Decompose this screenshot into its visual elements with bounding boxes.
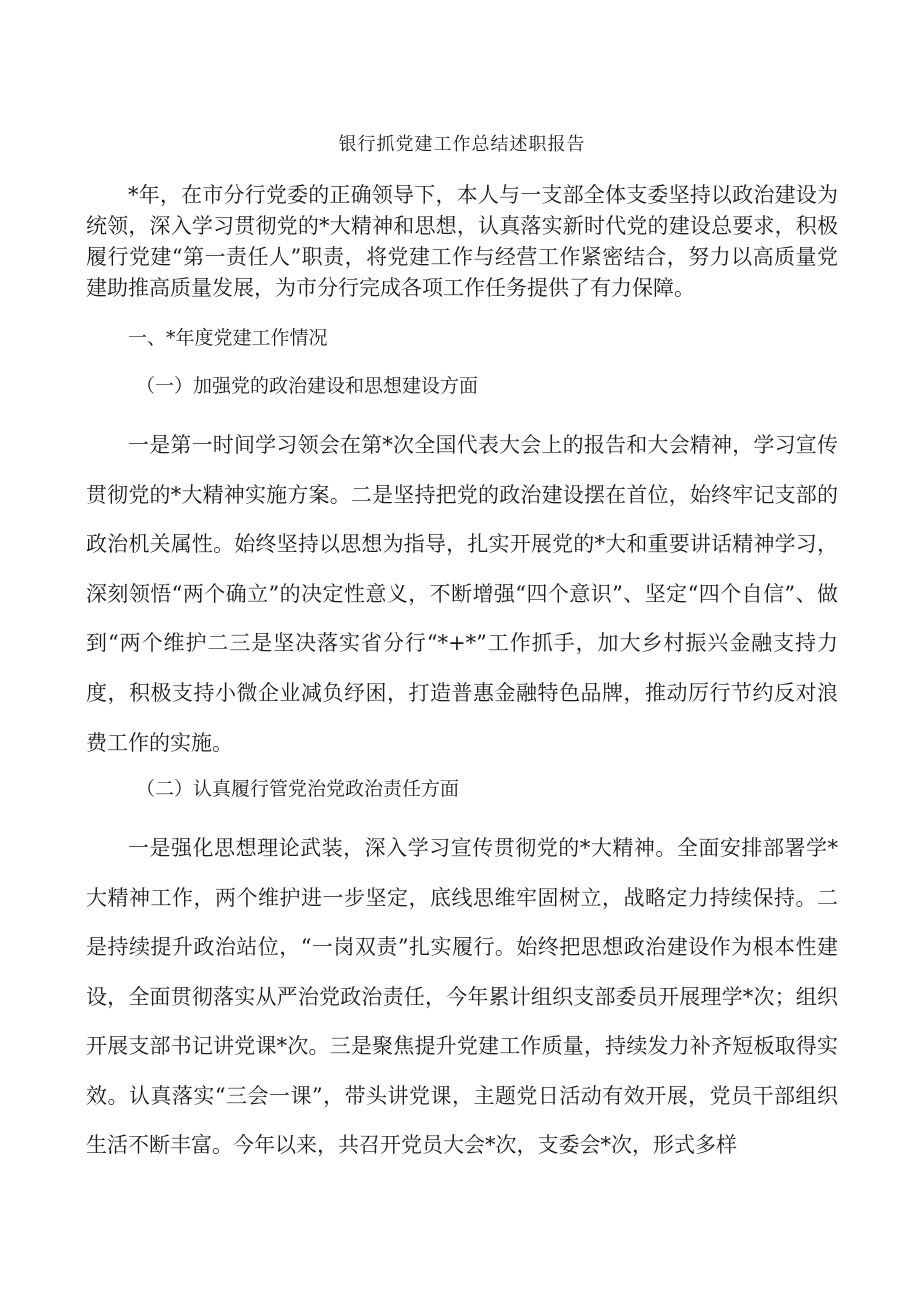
- subsection-1-paragraph: 一是第一时间学习领会在第*次全国代表大会上的报告和大会精神，学习宣传贯彻党的*大精神实施方案。二是坚持把党的政治建设摆在首位，始终牢记支部的政治机关属性。始终坚持以思想为指导，扎实开展党的*大和重要讲话精神学习，深刻领悟“两个确立”的决定性意义，不断增强“四个意识”、坚定“四个自信”、做到“两个维护二三是坚决落实省分行“*+*”工作抓手，加大乡村振兴金融支持力度，积极支持小微企业减负纾困，打造普惠金融特色品牌，推动厉行节约反对浪费工作的实施。: [86, 433, 838, 755]
- subsection-heading-1: （一）加强党的政治建设和思想建设方面: [136, 375, 479, 397]
- subsection-heading-2: （二）认真履行管党治党政治责任方面: [136, 778, 460, 800]
- intro-paragraph: *年，在市分行党委的正确领导下，本人与一支部全体支委坚持以政治建设为统领，深入学习贯彻党的*大精神和思想，认真落实新时代党的建设总要求，积极履行党建“第一责任人”职责，将党建工作与经营工作紧密结合，努力以高质量党建助推高质量发展，为市分行完成各项工作任务提供了有力保障。: [86, 183, 838, 300]
- section-heading-1: 一、*年度党建工作情况: [128, 327, 328, 349]
- subsection-2-paragraph: 一是强化思想理论武装，深入学习宣传贯彻党的*大精神。全面安排部署学*大精神工作，两个维护进一步坚定，底线思维牢固树立，战略定力持续保持。二是持续提升政治站位，“一岗双责”扎实履行。始终把思想政治建设作为根本性建设，全面贯彻落实从严治党政治责任，今年累计组织支部委员开展理学*次；组织开展支部书记讲党课*次。三是聚焦提升党建工作质量，持续发力补齐短板取得实效。认真落实“三会一课”，带头讲党课，主题党日活动有效开展，党员干部组织生活不断丰富。今年以来，共召开党员大会*次，支委会*次，形式多样: [86, 836, 838, 1157]
- document-title: 银行抓党建工作总结述职报告: [338, 134, 586, 155]
